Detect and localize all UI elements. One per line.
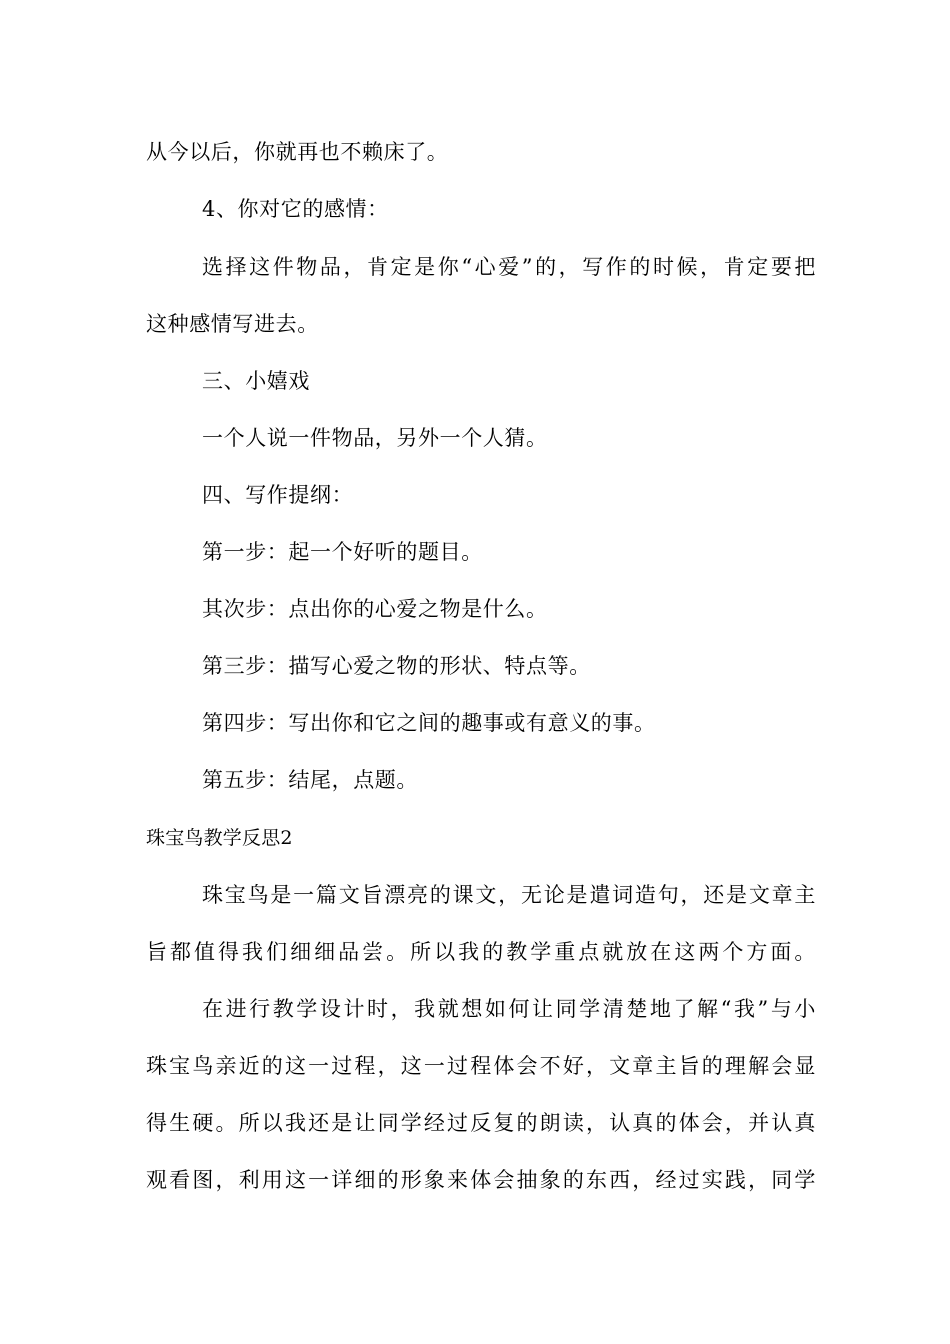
section-heading: 三、小嬉戏 <box>202 369 310 393</box>
paragraph-line: 从今以后，你就再也不赖床了。 <box>146 140 449 164</box>
paragraph-line: 珠宝鸟是一篇文旨漂亮的课文，无论是遣词造句，还是文章主 <box>202 883 816 907</box>
outline-step: 其次步：点出你的心爱之物是什么。 <box>202 597 548 621</box>
paragraph-line: 选择这件物品，肯定是你“心爱”的，写作的时候，肯定要把 <box>202 255 816 279</box>
paragraph-line: 这种感情写进去。 <box>146 312 319 336</box>
list-item-heading: 4、你对它的感情： <box>202 197 389 221</box>
article-title: 珠宝鸟教学反思2 <box>146 827 293 849</box>
outline-step: 第四步：写出你和它之间的趣事或有意义的事。 <box>202 711 656 735</box>
paragraph-line: 旨都值得我们细细品尝。所以我的教学重点就放在这两个方面。 <box>146 940 816 964</box>
outline-step: 第五步：结尾，点题。 <box>202 768 418 792</box>
outline-step: 第一步：起一个好听的题目。 <box>202 540 483 564</box>
paragraph-line: 得生硬。所以我还是让同学经过反复的朗读，认真的体会，并认真 <box>146 1111 816 1135</box>
paragraph-line: 在进行教学设计时，我就想如何让同学清楚地了解“我”与小 <box>202 997 816 1021</box>
paragraph-line: 珠宝鸟亲近的这一过程，这一过程体会不好，文章主旨的理解会显 <box>146 1054 816 1078</box>
outline-step: 第三步：描写心爱之物的形状、特点等。 <box>202 654 591 678</box>
paragraph-line: 一个人说一件物品，另外一个人猜。 <box>202 426 548 450</box>
paragraph-line: 观看图，利用这一详细的形象来体会抽象的东西，经过实践，同学 <box>146 1168 816 1192</box>
section-heading: 四、写作提纲： <box>202 483 354 507</box>
